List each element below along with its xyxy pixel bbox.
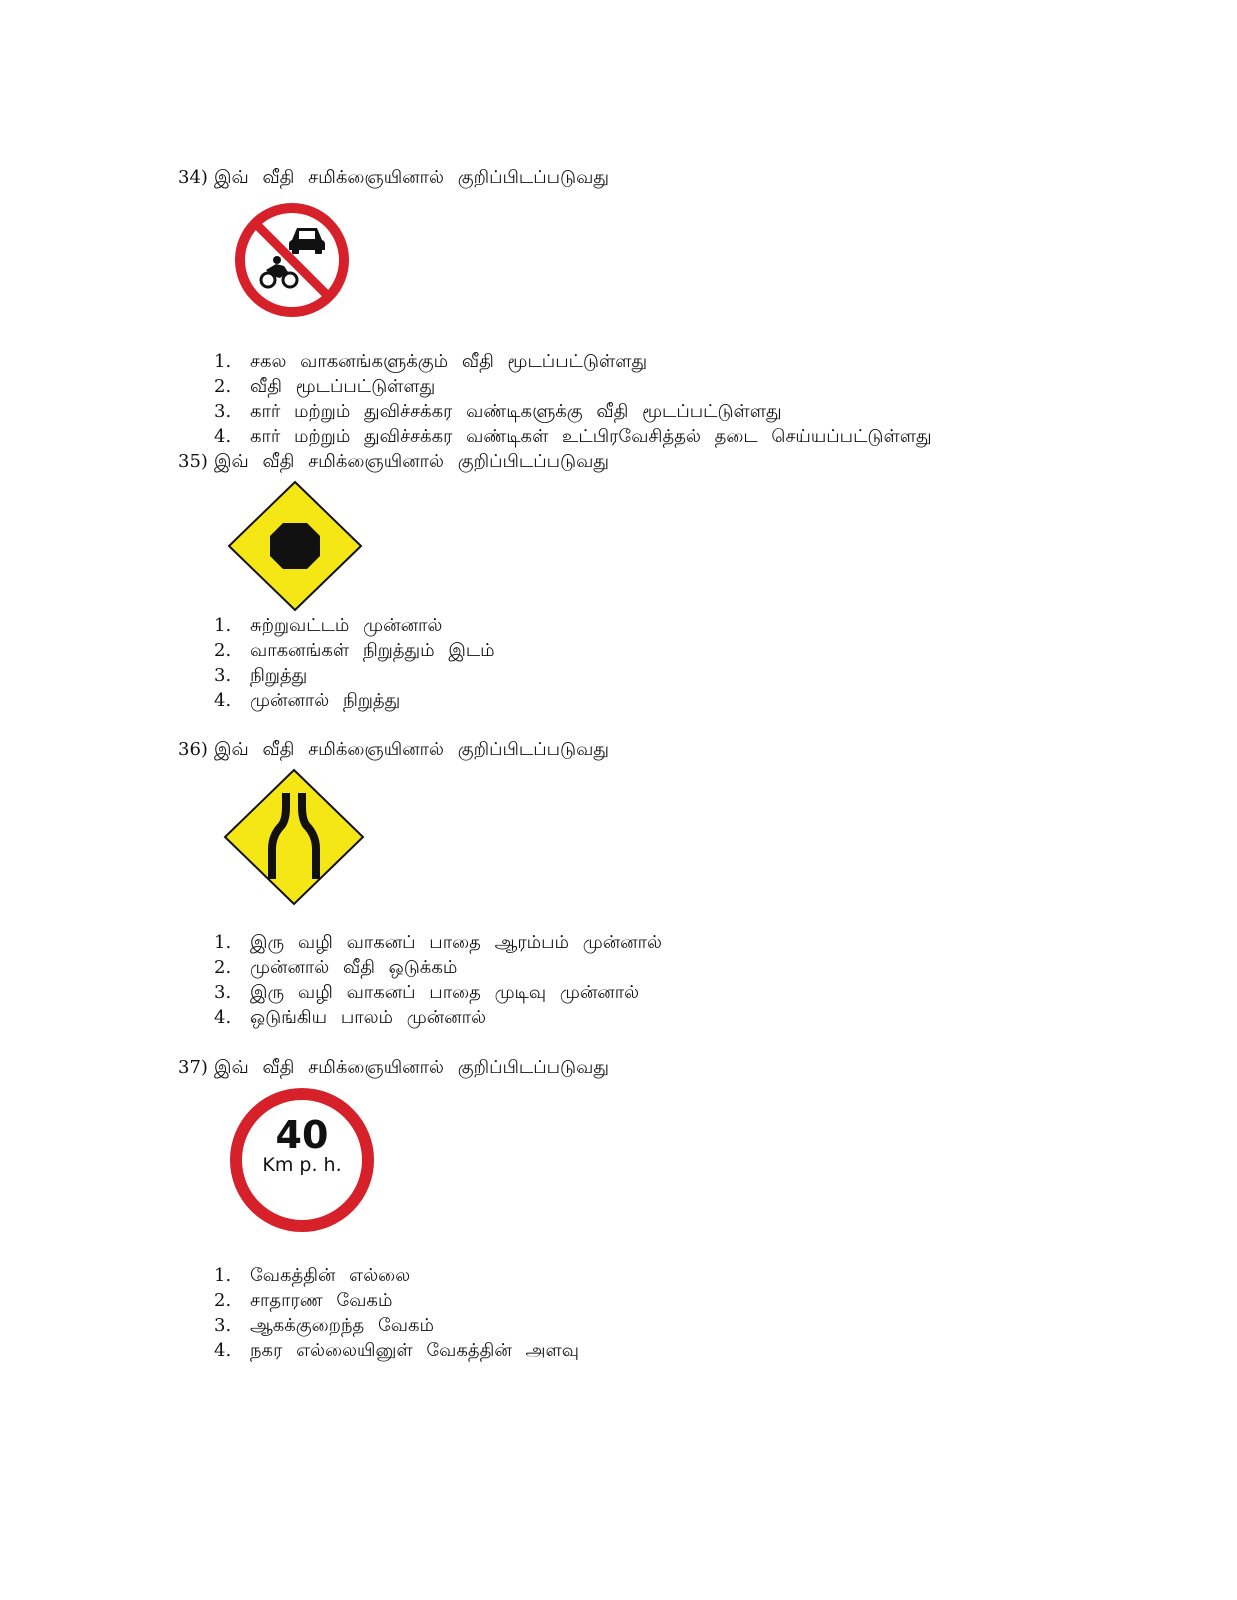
option-number: 3. — [214, 982, 232, 1003]
option-number: 1. — [214, 932, 232, 953]
question-37 — [178, 1056, 609, 1080]
option-number: 4. — [214, 426, 232, 447]
question-36 — [178, 738, 609, 762]
option-4[interactable] — [214, 424, 932, 449]
question-number: 34) — [178, 167, 208, 188]
speed-limit-value: 40 — [275, 1113, 329, 1157]
option-3[interactable] — [214, 399, 932, 424]
stop-ahead-sign-icon — [226, 479, 364, 613]
option-4[interactable] — [214, 1005, 662, 1030]
option-number: 3. — [214, 665, 232, 686]
option-number: 1. — [214, 615, 232, 636]
options-list — [214, 1263, 579, 1363]
no-cars-and-motorcycles-sign-icon — [230, 200, 354, 320]
option-2[interactable] — [214, 374, 932, 399]
option-2[interactable] — [214, 638, 495, 663]
option-text: சுற்றுவட்டம் முன்னால் — [250, 615, 443, 636]
question-text: இவ் வீதி சமிக்ஞையினால் குறிப்பிடப்படுவது — [214, 1057, 609, 1078]
option-1[interactable] — [214, 349, 932, 374]
question-text: இவ் வீதி சமிக்ஞையினால் குறிப்பிடப்படுவது — [214, 167, 609, 188]
question-number: 36) — [178, 739, 208, 760]
option-2[interactable] — [214, 955, 662, 980]
option-4[interactable] — [214, 1338, 579, 1363]
option-1[interactable] — [214, 613, 495, 638]
option-text: வாகனங்கள் நிறுத்தும் இடம் — [250, 640, 495, 661]
option-text: கார் மற்றும் துவிச்சக்கர வண்டிகள் உட்பிரவேசித்தல் தடை செய்யப்பட்டுள்ளது — [250, 426, 932, 447]
question-text: இவ் வீதி சமிக்ஞையினால் குறிப்பிடப்படுவது — [214, 739, 609, 760]
option-text: ஆகக்குறைந்த வேகம் — [250, 1315, 434, 1336]
option-number: 3. — [214, 1315, 232, 1336]
option-text: வேகத்தின் எல்லை — [250, 1265, 411, 1286]
option-number: 3. — [214, 401, 232, 422]
option-text: வீதி மூடப்பட்டுள்ளது — [250, 376, 436, 397]
option-text: இரு வழி வாகனப் பாதை முடிவு முன்னால் — [250, 982, 640, 1003]
question-34 — [178, 166, 609, 190]
option-number: 2. — [214, 1290, 232, 1311]
option-text: நிறுத்து — [250, 665, 308, 686]
option-number: 2. — [214, 640, 232, 661]
option-3[interactable] — [214, 1313, 579, 1338]
option-text: கார் மற்றும் துவிச்சக்கர வண்டிகளுக்கு வீதி மூடப்பட்டுள்ளது — [250, 401, 782, 422]
option-4[interactable] — [214, 688, 495, 713]
option-text: நகர எல்லையினுள் வேகத்தின் அளவு — [250, 1340, 580, 1361]
option-number: 1. — [214, 351, 232, 372]
option-number: 4. — [214, 690, 232, 711]
option-number: 4. — [214, 1340, 232, 1361]
speed-limit-unit: Km p. h. — [262, 1154, 342, 1176]
option-number: 2. — [214, 376, 232, 397]
option-text: இரு வழி வாகனப் பாதை ஆரம்பம் முன்னால் — [250, 932, 662, 953]
option-number: 4. — [214, 1007, 232, 1028]
options-list — [214, 349, 932, 449]
option-1[interactable] — [214, 1263, 579, 1288]
question-number: 35) — [178, 451, 208, 472]
option-3[interactable] — [214, 980, 662, 1005]
option-number: 2. — [214, 957, 232, 978]
question-text: இவ் வீதி சமிக்ஞையினால் குறிப்பிடப்படுவது — [214, 451, 609, 472]
road-narrows-sign-icon — [222, 767, 366, 907]
option-3[interactable] — [214, 663, 495, 688]
option-text: சகல வாகனங்களுக்கும் வீதி மூடப்பட்டுள்ளது — [250, 351, 648, 372]
option-1[interactable] — [214, 930, 662, 955]
option-number: 1. — [214, 1265, 232, 1286]
option-text: சாதாரண வேகம் — [250, 1290, 393, 1311]
options-list — [214, 930, 662, 1030]
question-35 — [178, 450, 609, 474]
question-number: 37) — [178, 1057, 208, 1078]
speed-limit-sign-icon — [225, 1085, 379, 1235]
option-text: முன்னால் நிறுத்து — [250, 690, 401, 711]
option-2[interactable] — [214, 1288, 579, 1313]
options-list — [214, 613, 495, 713]
option-text: முன்னால் வீதி ஒடுக்கம் — [250, 957, 458, 978]
option-text: ஒடுங்கிய பாலம் முன்னால் — [250, 1007, 487, 1028]
